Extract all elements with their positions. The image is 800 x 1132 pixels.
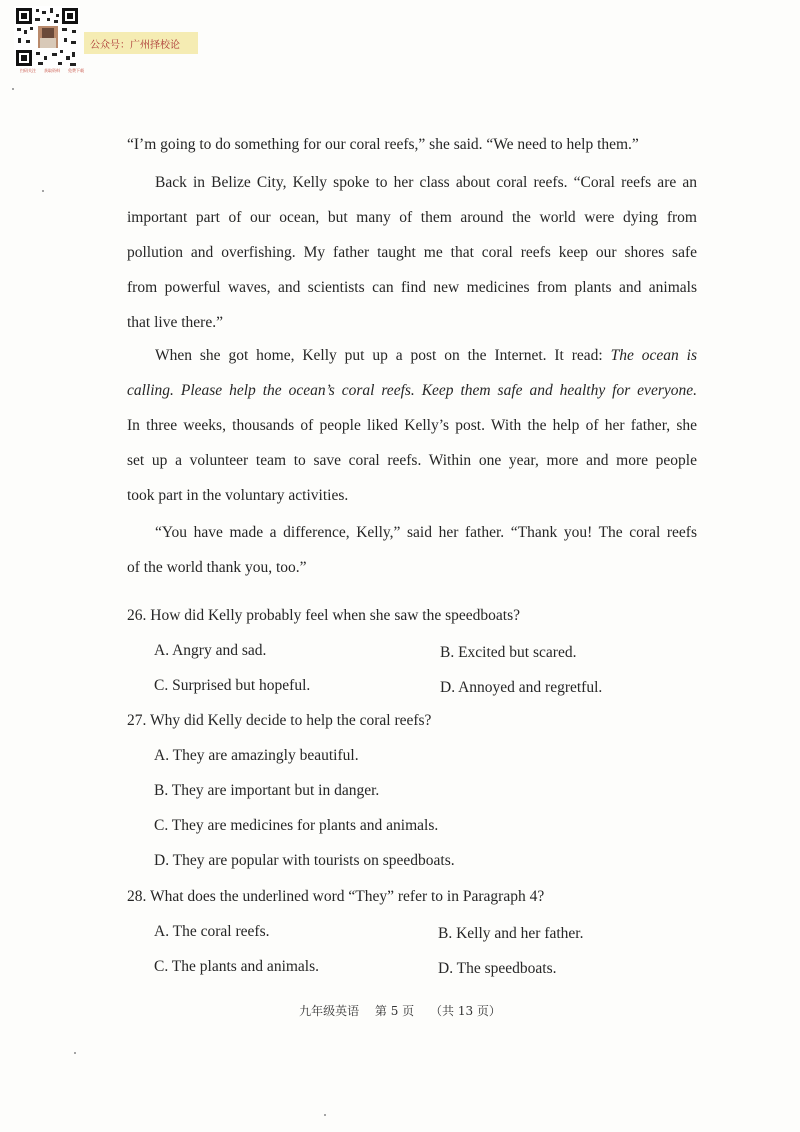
passage-line: “You have made a difference, Kelly,” said her father. “Thank you! The coral reefs <box>155 524 697 541</box>
passage-line: pollution and overfishing. My father taught me that coral reefs keep our shores safe <box>127 244 697 261</box>
passage-text: When she got home, Kelly put up a post on the Internet. It read: <box>155 347 611 364</box>
passage-line: important part of our ocean, but many of them around the world were dying from <box>127 209 697 226</box>
passage-line: In three weeks, thousands of people liked Kelly’s post. With the help of her father, she <box>127 417 697 434</box>
passage-line: from powerful waves, and scientists can find new medicines from plants and animals <box>127 279 697 296</box>
question-27-option-a: A. They are amazingly beautiful. <box>154 747 359 764</box>
passage-paragraph-4 <box>127 515 697 585</box>
question-27-option-b: B. They are important but in danger. <box>154 782 380 799</box>
footer-subject: 九年级英语 <box>299 1004 360 1018</box>
question-27-stem: 27. Why did Kelly decide to help the coral reefs? <box>127 712 432 729</box>
question-28-option-b: B. Kelly and her father. <box>438 925 584 942</box>
scan-speck <box>42 190 44 192</box>
passage-paragraph-3 <box>127 338 697 513</box>
passage-paragraph-2 <box>127 165 697 340</box>
footer-page-number: 第 5 页 <box>374 1004 415 1018</box>
italic-quote: calling. Please help the ocean’s coral reefs. Keep them safe and healthy for everyone. <box>127 382 697 399</box>
passage-line: took part in the voluntary activities. <box>127 487 349 504</box>
question-26-option-d: D. Annoyed and regretful. <box>440 679 603 696</box>
qr-caption <box>20 68 84 74</box>
scan-speck <box>324 1114 326 1116</box>
question-28-option-a: A. The coral reefs. <box>154 923 270 940</box>
question-26-option-a: A. Angry and sad. <box>154 642 267 659</box>
qr-caption-1: 扫码关注 <box>20 68 36 73</box>
passage-line <box>127 373 697 408</box>
question-26-option-b: B. Excited but scared. <box>440 644 577 661</box>
page-footer <box>0 1002 800 1019</box>
question-28-option-d: D. The speedboats. <box>438 960 557 977</box>
question-28-stem: 28. What does the underlined word “They” refer to in Paragraph 4? <box>127 888 545 905</box>
question-27-option-d: D. They are popular with tourists on speedboats. <box>154 852 455 869</box>
question-26-option-c: C. Surprised but hopeful. <box>154 677 311 694</box>
scan-speck <box>74 1052 76 1054</box>
qr-code-icon <box>14 6 80 68</box>
qr-caption-2: 获取资料 <box>44 68 60 73</box>
italic-quote: The ocean is <box>610 347 697 364</box>
passage-line <box>127 338 697 373</box>
footer-total-pages: （共 13 页） <box>430 1004 501 1018</box>
question-26-stem: 26. How did Kelly probably feel when she saw the speedboats? <box>127 607 520 624</box>
question-28-option-c: C. The plants and animals. <box>154 958 320 975</box>
passage-line: that live there.” <box>127 314 223 331</box>
passage-line: Back in Belize City, Kelly spoke to her class about coral reefs. “Coral reefs are an <box>155 174 697 191</box>
scan-speck <box>12 88 14 90</box>
qr-caption-3: 免费下载 <box>68 68 84 73</box>
passage-line: “I’m going to do something for our coral reefs,” she said. “We need to help them.” <box>127 136 639 153</box>
passage-line: set up a volunteer team to save coral reefs. Within one year, more and more people <box>127 452 697 469</box>
wechat-banner: 公众号：广州择校论 <box>84 32 198 54</box>
passage-line: of the world thank you, too.” <box>127 559 307 576</box>
passage-paragraph-1 <box>127 127 697 162</box>
question-27-option-c: C. They are medicines for plants and animals. <box>154 817 439 834</box>
